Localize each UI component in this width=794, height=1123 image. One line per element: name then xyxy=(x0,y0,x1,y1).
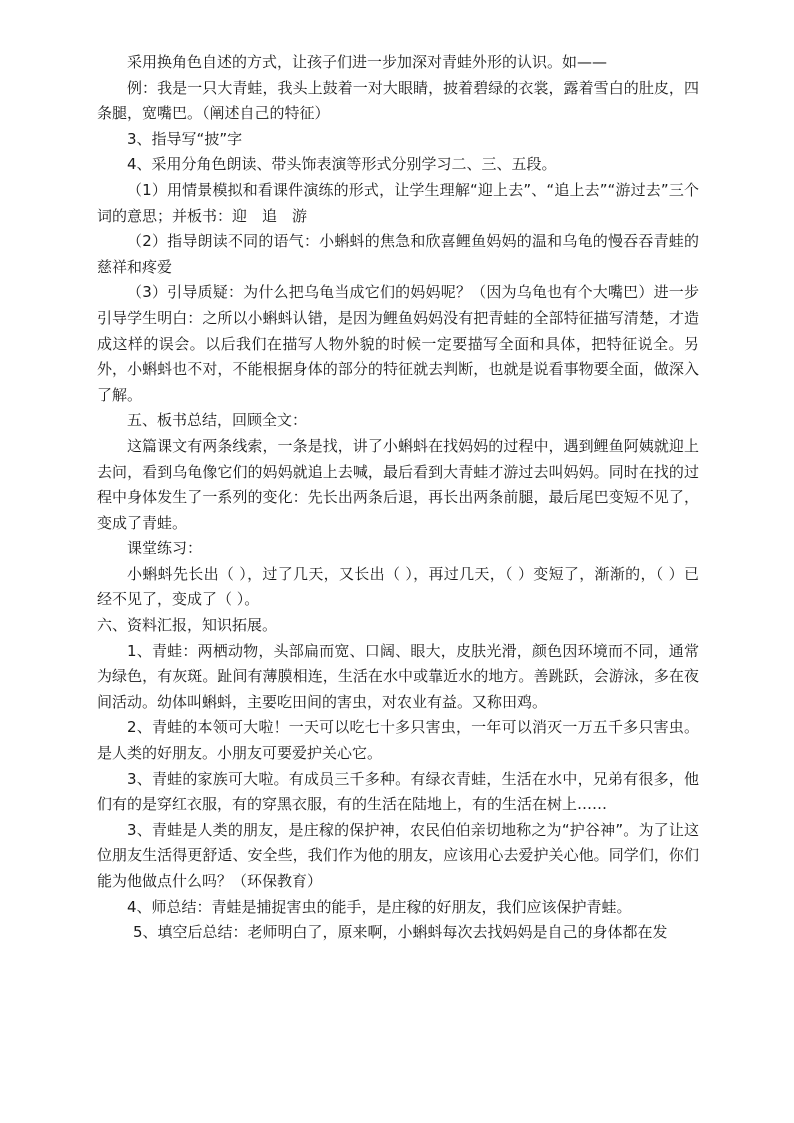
document-body xyxy=(97,50,699,946)
paragraph-sub-3: （3）引导质疑：为什么把乌龟当成它们的妈妈呢？（因为乌龟也有个大嘴巴）进一步引导学生明白：之所以小蝌蚪认错，是因为鲤鱼妈妈没有把青蛙的全部特征描写清楚，才造成这样的误会。以后我们在描写人物外貌的时候一定要描写全面和具体，把特征说全。另外，小蝌蚪也不对，不能根据身体的部分的特征就去判断，也就是说看事物要全面，做深入了解。 xyxy=(97,283,699,404)
paragraph-example: 例：我是一只大青蛙，我头上鼓着一对大眼睛，披着碧绿的衣裳，露着雪白的肚皮，四条腿，宽嘴巴。（阐述自己的特征） xyxy=(97,78,699,123)
paragraph-info-1: 1、青蛙：两栖动物，头部扁而宽、口阔、眼大，皮肤光滑，颜色因环境而不同，通常为绿色，有灰斑。趾间有薄膜相连，生活在水中或靠近水的地方。善跳跃，会游泳，多在夜间活动。幼体叫蝌蚪，主要吃田间的害虫，对农业有益。又称田鸡。 xyxy=(97,641,699,711)
paragraph-info-3b: 3、青蛙是人类的朋友，是庄稼的保护神，农民伯伯亲切地称之为“护谷神”。为了让这位朋友生活得更舒适、安全些，我们作为他的朋友，应该用心去爱护关心他。同学们，你们能为他做点什么吗？（环保教育） xyxy=(97,820,699,890)
paragraph-info-2: 2、青蛙的本领可大啦！一天可以吃七十多只害虫，一年可以消灭一万五千多只害虫。是人类的好朋友。小朋友可要爱护关心它。 xyxy=(97,718,699,763)
paragraph-intro: 采用换角色自述的方式，让孩子们进一步加深对青蛙外形的认识。如—— xyxy=(127,53,608,71)
heading-exercise: 课堂练习： xyxy=(127,539,203,558)
paragraph-sub-2: （2）指导朗读不同的语气：小蝌蚪的焦急和欣喜鲤鱼妈妈的温和乌龟的慢吞吞青蛙的慈祥和疼爱 xyxy=(97,232,699,276)
paragraph-info-3: 3、青蛙的家族可大啦。有成员三千多种。有绿衣青蛙，生活在水中，兄弟有很多，他们有的是穿红衣服，有的穿黑衣服，有的生活在陆地上，有的生活在树上…… xyxy=(97,769,699,814)
paragraph-exercise: 小蝌蚪先长出（ ），过了几天，又长出（ ），再过几天，（ ）变短了，渐渐的，（ ）已经不见了，变成了（ ）。 xyxy=(97,564,699,609)
heading-section-5: 五、板书总结，回顾全文： xyxy=(127,411,308,430)
paragraph-step-4: 4、采用分角色朗读、带头饰表演等形式分别学习二、三、五段。 xyxy=(127,155,557,174)
heading-section-6: 六、资料汇报，知识拓展。 xyxy=(97,616,278,635)
paragraph-summary: 这篇课文有两条线索，一条是找，讲了小蝌蚪在找妈妈的过程中，遇到鲤鱼阿姨就迎上去问，看到乌龟像它们的妈妈就追上去喊，最后看到大青蛙才游过去叫妈妈。同时在找的过程中身体发生了一系列的变化：先长出两条后退，再长出两条前腿，最后尾巴变短不见了，变成了青蛙。 xyxy=(97,436,699,532)
paragraph-info-4: 4、师总结：青蛙是捕捉害虫的能手，是庄稼的好朋友，我们应该保护青蛙。 xyxy=(127,897,632,916)
paragraph-sub-1: （1）用情景模拟和看课件演练的形式，让学生理解“迎上去”、“追上去”“游过去”三个词的意思；并板书：迎 追 游 xyxy=(97,180,699,225)
paragraph-step-3: 3、指导写“披”字 xyxy=(127,129,243,148)
paragraph-info-5: 5、填空后总结：老师明白了，原来啊，小蝌蚪每次去找妈妈是自己的身体都在发 xyxy=(133,923,668,942)
